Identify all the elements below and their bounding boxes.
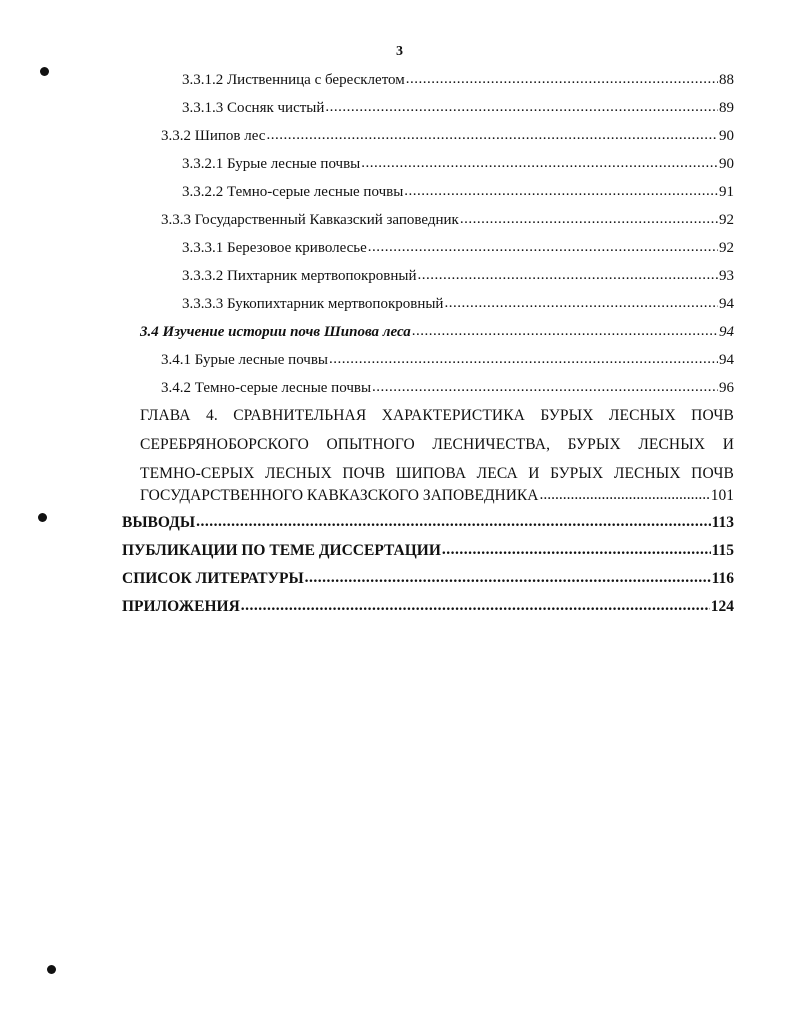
toc-entry <box>161 351 734 369</box>
binder-hole-mark <box>38 513 47 522</box>
toc-entry <box>182 295 734 313</box>
toc-entry-label: 3.3.2.1 Бурые лесные почвы <box>182 156 361 172</box>
chapter-4-line: ГЛАВА 4. СРАВНИТЕЛЬНАЯ ХАРАКТЕРИСТИКА БУРЫХ ЛЕСНЫХ ПОЧВ <box>140 407 734 424</box>
toc-leader-dots <box>305 569 711 587</box>
page-number: 3 <box>396 44 403 59</box>
toc-entry-page: 113 <box>711 514 734 531</box>
toc-entry <box>182 239 734 257</box>
toc-entry-page: 88 <box>719 72 734 88</box>
toc-entry-label: 3.3.3.2 Пихтарник мертвопокровный <box>182 268 417 284</box>
toc-major-entry <box>122 598 734 616</box>
toc-entry <box>182 267 734 285</box>
toc-leader-dots <box>372 378 718 396</box>
toc-leader-dots <box>406 70 718 88</box>
toc-entry <box>161 127 734 145</box>
chapter-4-page: 101 <box>710 487 734 504</box>
toc-entry-label: 3.3.1.2 Лиственница с бересклетом <box>182 72 405 88</box>
toc-entry <box>161 379 734 397</box>
toc-entry-page: 115 <box>711 542 734 559</box>
toc-major-entry <box>122 542 734 560</box>
toc-entry <box>182 183 734 201</box>
chapter-4-last-line <box>140 487 734 505</box>
toc-leader-dots <box>444 294 718 312</box>
toc-entry-label: 3.4.1 Бурые лесные почвы <box>161 352 329 368</box>
toc-leader-dots <box>404 182 718 200</box>
toc-entry-label: 3.3.3.3 Букопихтарник мертвопокровный <box>182 296 444 312</box>
chapter-4-line: СЕРЕБРЯНОБОРСКОГО ОПЫТНОГО ЛЕСНИЧЕСТВА, БУРЫХ ЛЕСНЫХ И <box>140 436 734 453</box>
toc-entry-label: 3.3.2 Шипов лес <box>161 128 266 144</box>
toc-leader-dots <box>368 238 718 256</box>
toc-leader-dots <box>412 322 718 340</box>
toc-entry-label: СПИСОК ЛИТЕРАТУРЫ <box>122 570 304 587</box>
toc-entry-page: 94 <box>719 296 734 312</box>
toc-entry-label: ВЫВОДЫ <box>122 514 196 531</box>
toc-entry-label: 3.3.3 Государственный Кавказский заповедник <box>161 212 459 228</box>
toc-entry-page: 91 <box>719 184 734 200</box>
toc-leader-dots <box>442 541 711 559</box>
toc-entry-label: ПРИЛОЖЕНИЯ <box>122 598 240 615</box>
toc-entry <box>182 99 734 117</box>
toc-entry-page: 116 <box>711 570 734 587</box>
binder-hole-mark <box>47 965 56 974</box>
toc-entry-page: 89 <box>719 100 734 116</box>
toc-entry-label: ПУБЛИКАЦИИ ПО ТЕМЕ ДИССЕРТАЦИИ <box>122 542 441 559</box>
toc-entry-label: 3.3.2.2 Темно-серые лесные почвы <box>182 184 404 200</box>
toc-major-entry <box>122 514 734 532</box>
toc-major-entry <box>122 570 734 588</box>
toc-leader-dots <box>361 154 718 172</box>
chapter-4-line: ТЕМНО-СЕРЫХ ЛЕСНЫХ ПОЧВ ШИПОВА ЛЕСА И БУРЫХ ЛЕСНЫХ ПОЧВ <box>140 465 734 482</box>
toc-leader-dots <box>539 486 709 504</box>
toc-leader-dots <box>241 597 710 615</box>
chapter-4-heading <box>140 401 734 488</box>
toc-entry-label: 3.4 Изучение истории почв Шипова леса <box>140 324 411 340</box>
toc-entry-page: 90 <box>719 128 734 144</box>
toc-entry-page: 124 <box>710 598 734 615</box>
toc-entry-page: 93 <box>719 268 734 284</box>
toc-entry-page: 90 <box>719 156 734 172</box>
toc-leader-dots <box>325 98 718 116</box>
toc-entry-page: 96 <box>719 380 734 396</box>
toc-entry <box>182 71 734 89</box>
toc-entry-page: 94 <box>719 352 734 368</box>
toc-entry <box>182 155 734 173</box>
toc-entry-label: 3.3.1.3 Сосняк чистый <box>182 100 325 116</box>
toc-leader-dots <box>329 350 718 368</box>
toc-entry-page: 94 <box>719 324 734 340</box>
toc-leader-dots <box>460 210 718 228</box>
toc-entry-page: 92 <box>719 212 734 228</box>
toc-entry-label: 3.4.2 Темно-серые лесные почвы <box>161 380 372 396</box>
toc-entry <box>161 211 734 229</box>
binder-hole-mark <box>40 67 49 76</box>
toc-leader-dots <box>266 126 718 144</box>
toc-entry-label: 3.3.3.1 Березовое криволесье <box>182 240 367 256</box>
toc-entry-page: 92 <box>719 240 734 256</box>
toc-entry-section <box>140 323 734 341</box>
chapter-4-last-label: ГОСУДАРСТВЕННОГО КАВКАЗСКОГО ЗАПОВЕДНИКА <box>140 487 539 504</box>
toc-leader-dots <box>196 513 711 531</box>
toc-leader-dots <box>418 266 719 284</box>
